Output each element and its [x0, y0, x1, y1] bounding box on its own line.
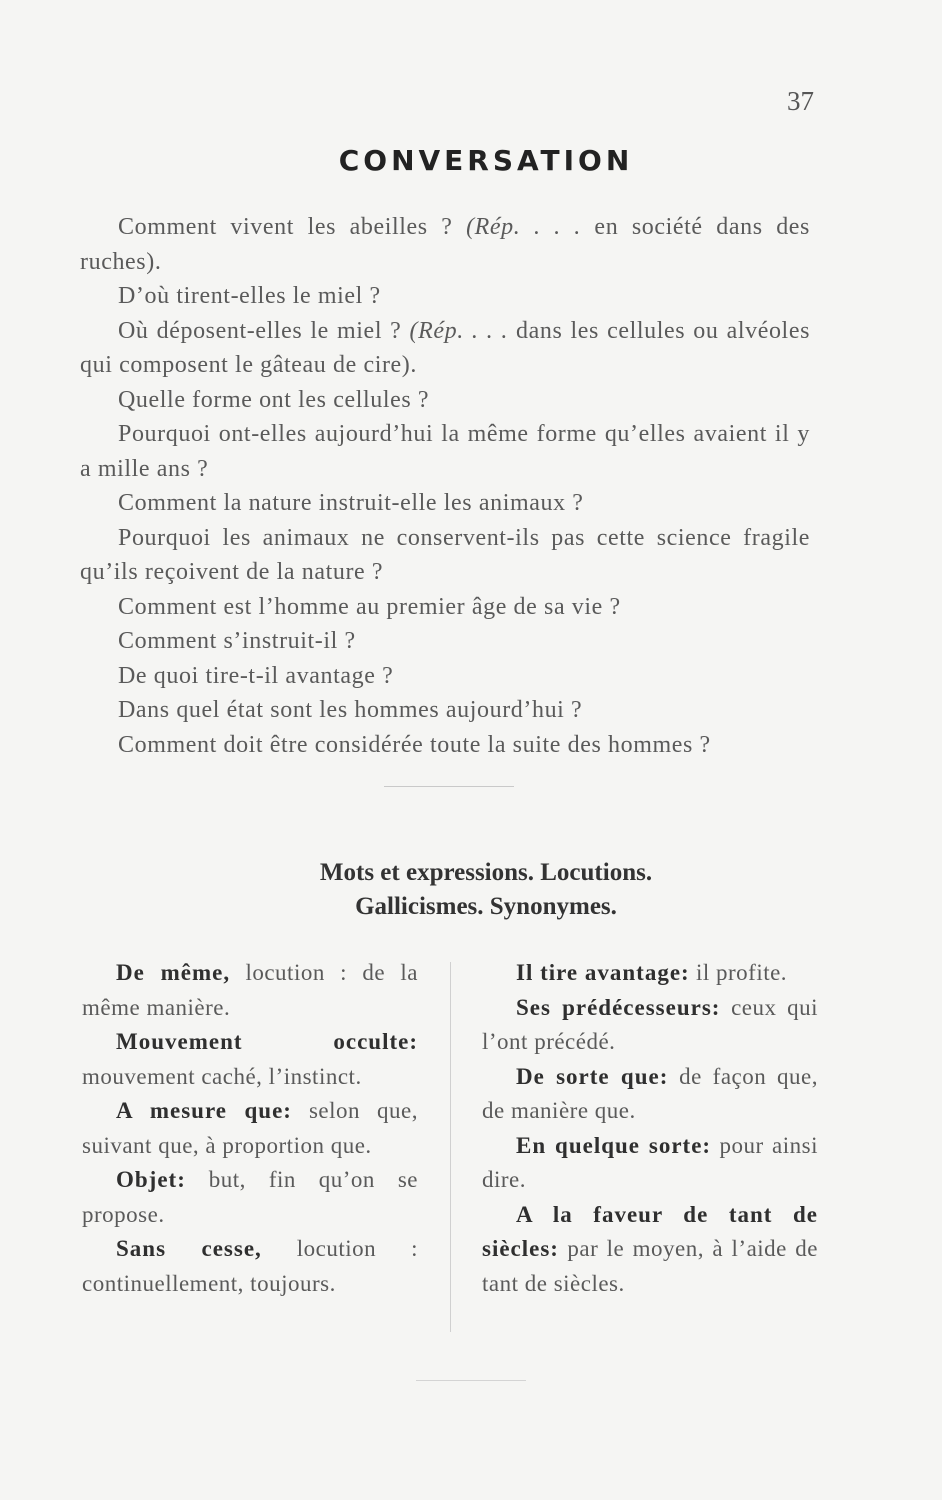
question: Comment s’instruit-il ?	[118, 628, 356, 654]
vocabulary-entry: Il tire avantage: il profite.	[516, 960, 788, 985]
vocabulary-term: Mouvement occulte:	[116, 1029, 418, 1054]
question: Pourquoi ont-elles aujourd’hui la même forme qu’elles avaient il y a mille ans ?	[80, 421, 810, 482]
vocabulary-entry: De même, locution : de la même manière.	[82, 960, 419, 1020]
vocabulary-entry: Ses prédécesseurs: ceux qui l’ont précédé.	[482, 994, 819, 1054]
question: Quelle forme ont les cellules ?	[118, 386, 430, 413]
vocabulary-term: A mesure que:	[116, 1098, 292, 1123]
question: Pourquoi les animaux ne conservent-ils pas cette science fragile qu’ils reçoivent de la nature ?	[80, 524, 810, 585]
vocabulary-heading	[0, 856, 942, 924]
question: D’où tirent-elles le miel ?	[118, 283, 381, 309]
vocabulary-term: De même,	[116, 960, 231, 985]
vocabulary-heading-line2: Gallicismes. Synonymes.	[355, 893, 617, 920]
vocabulary-term: Objet:	[116, 1167, 186, 1192]
column-divider	[450, 962, 451, 1332]
question: Comment doit être considérée toute la suite des hommes ?	[118, 731, 711, 758]
vocabulary-entry: De sorte que: de façon que, de manière que.	[482, 1063, 819, 1123]
vocabulary-term: A la faveur de tant de siècles:	[482, 1201, 818, 1261]
question: Où déposent-elles le miel ? (Rép. . . . dans les cellules ou alvéoles qui composent le gâteau de cire).	[80, 317, 811, 378]
conversation-questions	[80, 210, 810, 762]
footer-divider	[416, 1380, 526, 1381]
question: Dans quel état sont les hommes aujourd’hui ?	[118, 697, 583, 723]
vocabulary-left-column	[82, 956, 418, 1301]
vocabulary-term: Ses prédécesseurs:	[516, 994, 721, 1020]
question: Comment la nature instruit-elle les animaux ?	[118, 490, 584, 516]
question: Comment est l’homme au premier âge de sa vie ?	[118, 593, 621, 620]
vocabulary-heading-line1: Mots et expressions. Locutions.	[319, 859, 653, 886]
vocabulary-term: En quelque sorte:	[516, 1132, 712, 1158]
question: Comment vivent les abeilles ? (Rép. . . . en société dans des ruches).	[80, 214, 810, 275]
page-title: CONVERSATION	[338, 144, 634, 177]
vocabulary-entry: En quelque sorte: pour ainsi dire.	[482, 1132, 818, 1192]
page-number: 37	[787, 86, 814, 116]
vocabulary-term: Il tire avantage:	[516, 960, 690, 985]
vocabulary-entry: A mesure que: selon que, suivant que, à proportion que.	[82, 1098, 418, 1158]
vocabulary-right-column	[482, 956, 818, 1301]
vocabulary-term: De sorte que:	[516, 1063, 669, 1089]
vocabulary-entry: Sans cesse, locution : continuellement, toujours.	[82, 1236, 418, 1296]
question: De quoi tire-t-il avantage ?	[118, 662, 394, 689]
vocabulary-entry: Mouvement occulte: mouvement caché, l’instinct.	[82, 1029, 418, 1089]
section-divider	[384, 786, 514, 787]
vocabulary-entry: A la faveur de tant de siècles: par le moyen, à l’aide de tant de siècles.	[482, 1201, 818, 1296]
vocabulary-entry: Objet: but, fin qu’on se propose.	[82, 1167, 418, 1227]
vocabulary-term: Sans cesse,	[116, 1236, 262, 1261]
